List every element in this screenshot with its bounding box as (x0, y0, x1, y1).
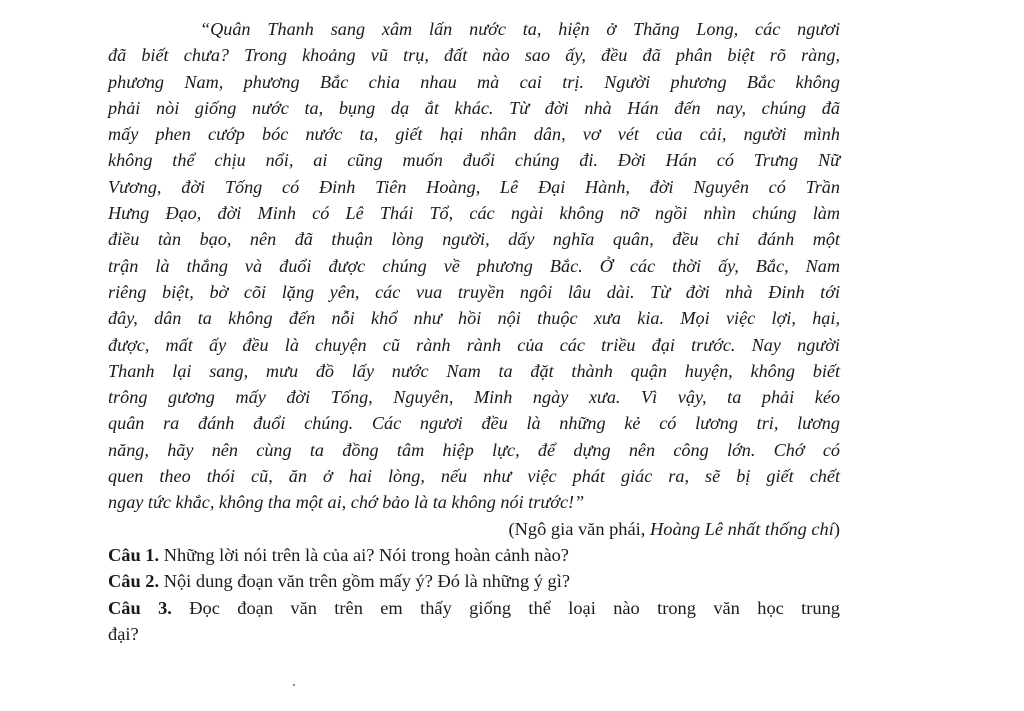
question-text: Những lời nói trên là của ai? Nói trong hoàn cảnh nào? (159, 544, 569, 565)
passage-line: mấy phen cướp bóc nước ta, giết hại nhân dân, vơ vét của cải, người mình (108, 124, 840, 145)
source-citation (108, 516, 840, 542)
passage-line: “Quân Thanh sang xâm lấn nước ta, hiện ở Thăng Long, các ngươi (200, 19, 840, 39)
question-list (108, 542, 840, 648)
question-2 (108, 568, 840, 595)
question-label: Câu 1. (108, 544, 160, 565)
passage-line: trận là thắng và đuổi được chúng về phương Bắc. Ở các thời ấy, Bắc, Nam (108, 255, 840, 276)
passage-line: Hưng Đạo, đời Minh có Lê Thái Tổ, các ngài không nỡ ngồi nhìn chúng làm (108, 203, 840, 224)
quoted-passage (108, 16, 840, 516)
passage-line: Vương, đời Tống có Đinh Tiên Hoàng, Lê Đại Hành, đời Nguyên có Trần (108, 176, 840, 197)
passage-line: quen theo thói cũ, ăn ở hai lòng, nếu như việc phát giác ra, sẽ bị giết chết (108, 466, 840, 487)
source-close-paren: ) (833, 518, 840, 539)
passage-line: phải nòi giống nước ta, bụng dạ ắt khác. Từ đời nhà Hán đến nay, chúng đã (108, 97, 840, 118)
passage-line: đã biết chưa? Trong khoảng vũ trụ, đất nào sao ấy, đều đã phân biệt rõ ràng, (108, 45, 840, 66)
question-label: Câu 3. (108, 597, 172, 618)
source-open-paren: ( (508, 518, 515, 539)
passage-line: được, mất ấy đều là chuyện cũ rành rành của các triều đại trước. Nay người (108, 334, 840, 355)
question-text: Nội dung đoạn văn trên gồm mấy ý? Đó là những ý gì? (159, 571, 571, 592)
passage-line: ngay tức khắc, không tha một ai, chớ bảo là ta không nói trước!” (108, 492, 585, 513)
question-3-continuation: đại? (108, 624, 139, 645)
passage-line: quân ra đánh đuổi chúng. Các ngươi đều là những kẻ có lương tri, lương (108, 413, 840, 434)
source-author: Ngô gia văn phái, (514, 518, 650, 539)
passage-line: điều tàn bạo, nên đã thuận lòng người, dấy nghĩa quân, đều chỉ đánh một (108, 229, 840, 250)
passage-line: riêng biệt, bờ cõi lặng yên, các vua truyền ngôi lâu dài. Từ đời nhà Đinh tới (108, 281, 840, 302)
question-3 (108, 595, 840, 622)
passage-line: đây, dân ta không đến nỗi khổ như hồi nội thuộc xưa kia. Mọi việc lợi, hại, (108, 308, 840, 329)
scan-speck (293, 684, 295, 686)
passage-line: trông gương mấy đời Tống, Nguyên, Minh ngày xưa. Vì vậy, ta phải kéo (108, 387, 840, 408)
passage-line: không thể chịu nổi, ai cũng muốn đuổi chúng đi. Đời Hán có Trưng Nữ (108, 150, 840, 171)
question-1 (108, 542, 840, 569)
question-text: Đọc đoạn văn trên em thấy giống thể loại nào trong văn học trung (171, 597, 840, 618)
source-title: Hoàng Lê nhất thống chí (649, 518, 834, 539)
passage-line: phương Nam, phương Bắc chia nhau mà cai trị. Người phương Bắc không (108, 71, 840, 92)
passage-line: năng, hãy nên cùng ta đồng tâm hiệp lực, để dựng nên công lớn. Chớ có (108, 439, 840, 460)
question-label: Câu 2. (108, 571, 160, 592)
passage-line: Thanh lại sang, mưu đồ lấy nước Nam ta đặt thành quận huyện, không biết (108, 360, 840, 381)
document-page (108, 16, 840, 648)
